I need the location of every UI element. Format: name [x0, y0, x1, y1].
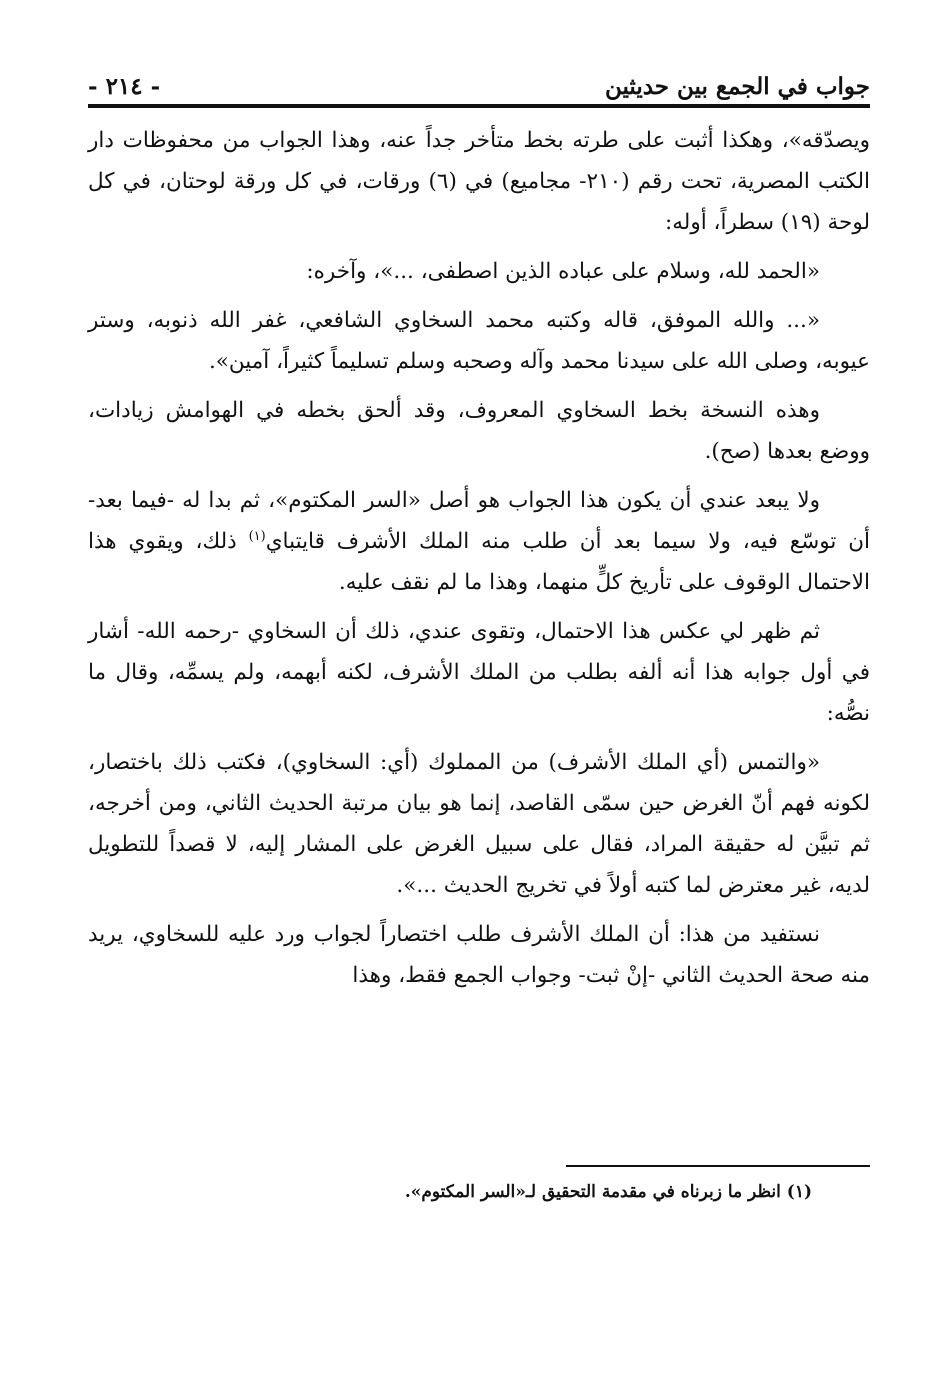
paragraph-with-footnote [88, 480, 870, 603]
paragraph-text: ذلك، ويقوي هذا الاحتمال الوقوف على تأريخ كلٍّ منهما، وهذا ما لم نقف عليه. [88, 529, 870, 595]
page-number: - ٢١٤ - [88, 73, 161, 100]
main-text [88, 120, 870, 996]
quote-closing: «... والله الموفق، قاله وكتبه محمد السخاوي الشافعي، غفر الله ذنوبه، وستر عيوبه، وصلى الله على سيدنا محمد وآله وصحبه وسلم تسليماً كثيراً، آمين». [88, 308, 870, 374]
header-rule [88, 104, 870, 108]
footnote: (١) انظر ما زبرناه في مقدمة التحقيق لـ«السر المكتوم». [404, 1182, 812, 1202]
book-title: جواب في الجمع بين حديثين [604, 73, 870, 100]
paragraph-text: ولا يبعد عندي أن يكون هذا الجواب هو أصل «السر المكتوم»، ثم بدا له -فيما بعد- أن توسّع فيه، ولا سيما بعد أن طلب منه الملك الأشرف قايتباي [88, 488, 870, 554]
running-header [88, 60, 870, 100]
footnote-reference[interactable]: (١) [248, 528, 266, 544]
paragraph: وهذه النسخة بخط السخاوي المعروف، وقد ألحق بخطه في الهوامش زيادات، ووضع بعدها (صح). [88, 398, 870, 464]
paragraph: نستفيد من هذا: أن الملك الأشرف طلب اختصاراً لجواب ورد عليه للسخاوي، يريد منه صحة الحديث الثاني -إنْ ثبت- وجواب الجمع فقط، وهذا [88, 922, 870, 988]
book-page [88, 60, 870, 1004]
footnote-separator [566, 1165, 870, 1167]
paragraph: ثم ظهر لي عكس هذا الاحتمال، وتقوى عندي، ذلك أن السخاوي -رحمه الله- أشار في أول جوابه هذا أنه ألفه بطلب من الملك الأشرف، لكنه أبهمه، ولم يسمِّه، وقال ما نصُّه: [88, 619, 870, 726]
quoted-passage: «والتمس (أي الملك الأشرف) من المملوك (أي: السخاوي)، فكتب ذلك باختصار، لكونه فهم أنّ الغرض حين سمّى القاصد، إنما هو بيان مرتبة الحديث الثاني، ومن أخرجه، ثم تبيَّن له حقيقة المراد، فقال على سبيل الغرض على المشار إليه، لا قصداً للتطويل لديه، غير معترض لما كتبه أولاً في تخريج الحديث ...». [88, 750, 870, 898]
paragraph: ويصدّقه»، وهكذا أثبت على طرته بخط متأخر جداً عنه، وهذا الجواب من محفوظات دار الكتب المصرية، تحت رقم (٢١٠- مجاميع) في (٦) ورقات، في كل ورقة لوحتان، في كل لوحة (١٩) سطراً، أوله: [88, 128, 871, 235]
quote-opening: «الحمد لله، وسلام على عباده الذين اصطفى، ...»، وآخره: [306, 259, 820, 284]
